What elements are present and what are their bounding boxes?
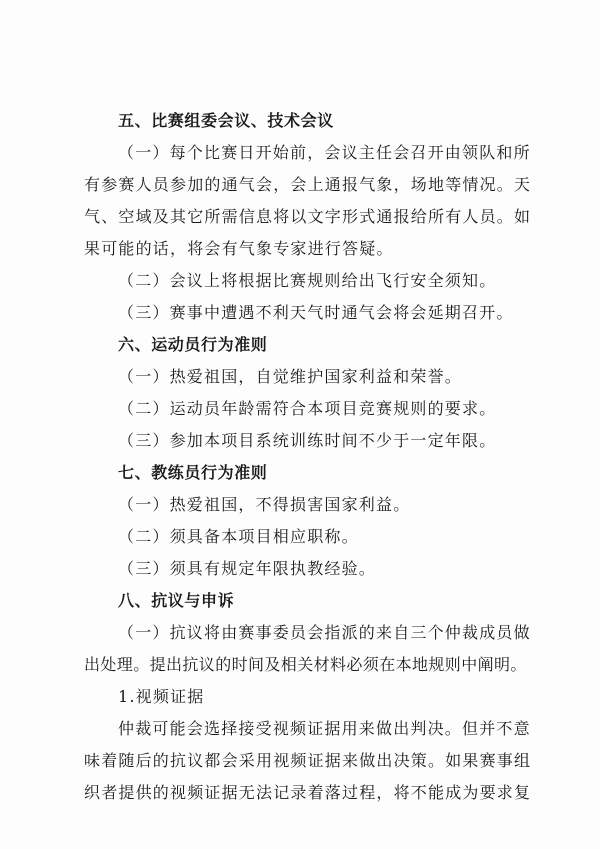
paragraph-line: （三）赛事中遭遇不利天气时通气会将会延期召开。 xyxy=(118,303,514,322)
section-heading-6: 六、运动员行为准则 xyxy=(118,335,268,354)
paragraph-line: （三）须具有规定年限执教经验。 xyxy=(118,559,377,578)
section-heading-8: 八、抗议与申诉 xyxy=(118,591,235,610)
paragraph-line: 织者提供的视频证据无法记录着落过程，将不能成为要求复 xyxy=(84,783,532,802)
paragraph-line: 气、空域及其它所需信息将以文字形式通报给所有人员。如 xyxy=(84,207,532,226)
paragraph-line: （二）会议上将根据比赛规则给出飞行安全须知。 xyxy=(118,271,497,290)
paragraph-line: （二）运动员年龄需符合本项目竞赛规则的要求。 xyxy=(118,399,497,418)
paragraph-line: （一）热爱祖国，自觉维护国家利益和荣誉。 xyxy=(118,367,463,386)
section-heading-7: 七、教练员行为准则 xyxy=(118,463,268,482)
paragraph-line: 味着随后的抗议都会采用视频证据来做出决策。如果赛事组 xyxy=(84,751,532,770)
paragraph-line: （一）每个比赛日开始前，会议主任会召开由领队和所 xyxy=(118,143,531,162)
paragraph-line: （一）抗议将由赛事委员会指派的来自三个仲裁成员做 xyxy=(118,623,531,642)
paragraph-line: （二）须具备本项目相应职称。 xyxy=(118,527,359,546)
paragraph-line: 有参赛人员参加的通气会，会上通报气象，场地等情况。天 xyxy=(84,175,532,194)
paragraph-line: 果可能的话，将会有气象专家进行答疑。 xyxy=(84,239,394,258)
paragraph-line: 出处理。提出抗议的时间及相关材料必须在本地规则中阐明。 xyxy=(84,655,527,674)
subsection-heading: 1.视频证据 xyxy=(118,687,205,706)
section-heading-5: 五、比赛组委会议、技术会议 xyxy=(118,111,334,130)
paragraph-line: （三）参加本项目系统训练时间不少于一定年限。 xyxy=(118,431,497,450)
paragraph-line: （一）热爱祖国，不得损害国家利益。 xyxy=(118,495,411,514)
paragraph-line: 仲裁可能会选择接受视频证据用来做出判决。但并不意 xyxy=(118,719,531,738)
